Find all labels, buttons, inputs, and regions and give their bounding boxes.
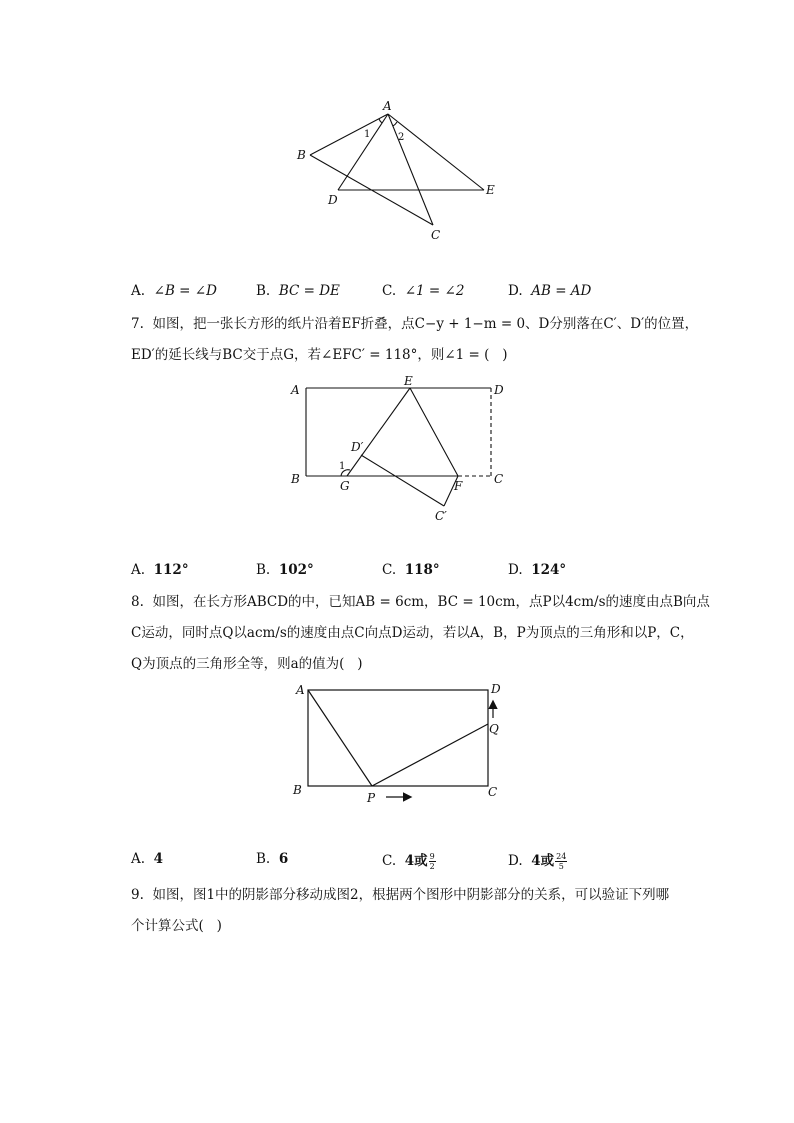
label-d: D [494,383,504,397]
segment-ae [388,114,484,190]
q8-options [131,849,691,875]
q7-line-2: ED′的延长线与BC交于点G，若∠EFC′ = 118°，则∠1 = ( ) [131,347,508,363]
label-p: P [367,791,376,805]
q6-options [131,283,691,305]
label-d-prime: D′ [351,440,364,454]
segment-eg [347,388,410,476]
label-d: D [328,193,338,207]
label-b: B [293,783,302,797]
label-q: Q [489,722,499,736]
label-e: E [486,183,495,197]
q8-option-b[interactable]: B. 6 [256,851,289,867]
segment-dpcp [361,455,444,506]
segment-ab [310,114,388,155]
label-d: D [491,682,501,696]
q8-line-3: Q为顶点的三角形全等，则a的值为( ) [131,656,363,672]
label-g: G [340,479,350,493]
fraction-9-2: $\frac{9}{2}$ [429,852,435,871]
figure-q7 [284,372,524,527]
q8-option-d[interactable]: D. 4或 $\frac{24}{5}$ [508,852,567,871]
q6-option-d[interactable]: D. AB = AD [508,283,592,299]
q7-option-a[interactable]: A. 112° [131,562,189,578]
label-e: E [404,374,413,388]
label-c: C [431,228,441,242]
q9-line-2: 个计算公式( ) [131,918,222,934]
label-angle-1: 1 [339,461,346,472]
figure-q6 [290,96,510,246]
question-8 [131,587,711,680]
label-a: A [383,99,392,113]
segment-ef [410,388,458,476]
label-a: A [291,383,300,397]
q6-option-a[interactable]: A. ∠B = ∠D [131,283,217,299]
segment-ap [308,690,372,786]
question-9 [131,880,711,942]
label-c: C [488,785,498,799]
label-angle-1: 1 [364,129,371,140]
label-c: C [494,472,504,486]
label-b: B [297,148,306,162]
q6-option-b[interactable]: B. BC = DE [256,283,340,299]
q8-option-a[interactable]: A. 4 [131,851,164,867]
label-angle-2: 2 [398,132,405,143]
q8-option-c[interactable]: C. 4或 $\frac{9}{2}$ [382,852,435,871]
label-a: A [296,683,305,697]
figure-q8 [286,680,516,810]
fraction-24-5: $\frac{24}{5}$ [556,852,567,871]
label-f: F [454,479,463,493]
q8-line-1: 8. 如图，在长方形ABCD的中，已知AB = 6cm，BC = 10cm，点P以4cm/s的速度由点B向点 [131,594,710,610]
segment-ad [338,114,388,190]
q7-option-c[interactable]: C. 118° [382,562,440,578]
q9-line-1: 9. 如图，图1中的阴影部分移动成图2，根据两个图形中阴影部分的关系，可以验证下列哪 [131,887,670,903]
q7-option-d[interactable]: D. 124° [508,562,567,578]
segment-ac [388,114,433,225]
angle-1-arc [379,119,382,123]
q8-line-2: C运动，同时点Q以acm/s的速度由点C向点D运动，若以A，B，P为顶点的三角形和以P，C， [131,625,694,641]
label-b: B [291,472,300,486]
label-c-prime: C′ [435,509,447,523]
segment-pq [372,724,488,786]
q7-option-b[interactable]: B. 102° [256,562,314,578]
q6-option-c[interactable]: C. ∠1 = ∠2 [382,283,465,299]
angle-2-arc [393,122,397,126]
q7-options [131,562,691,584]
question-7 [131,309,711,371]
q7-line-1: 7. 如图，把一张长方形的纸片沿着EF折叠，点C−y + 1−m = 0、D分别落在C′、D′的位置， [131,316,699,332]
